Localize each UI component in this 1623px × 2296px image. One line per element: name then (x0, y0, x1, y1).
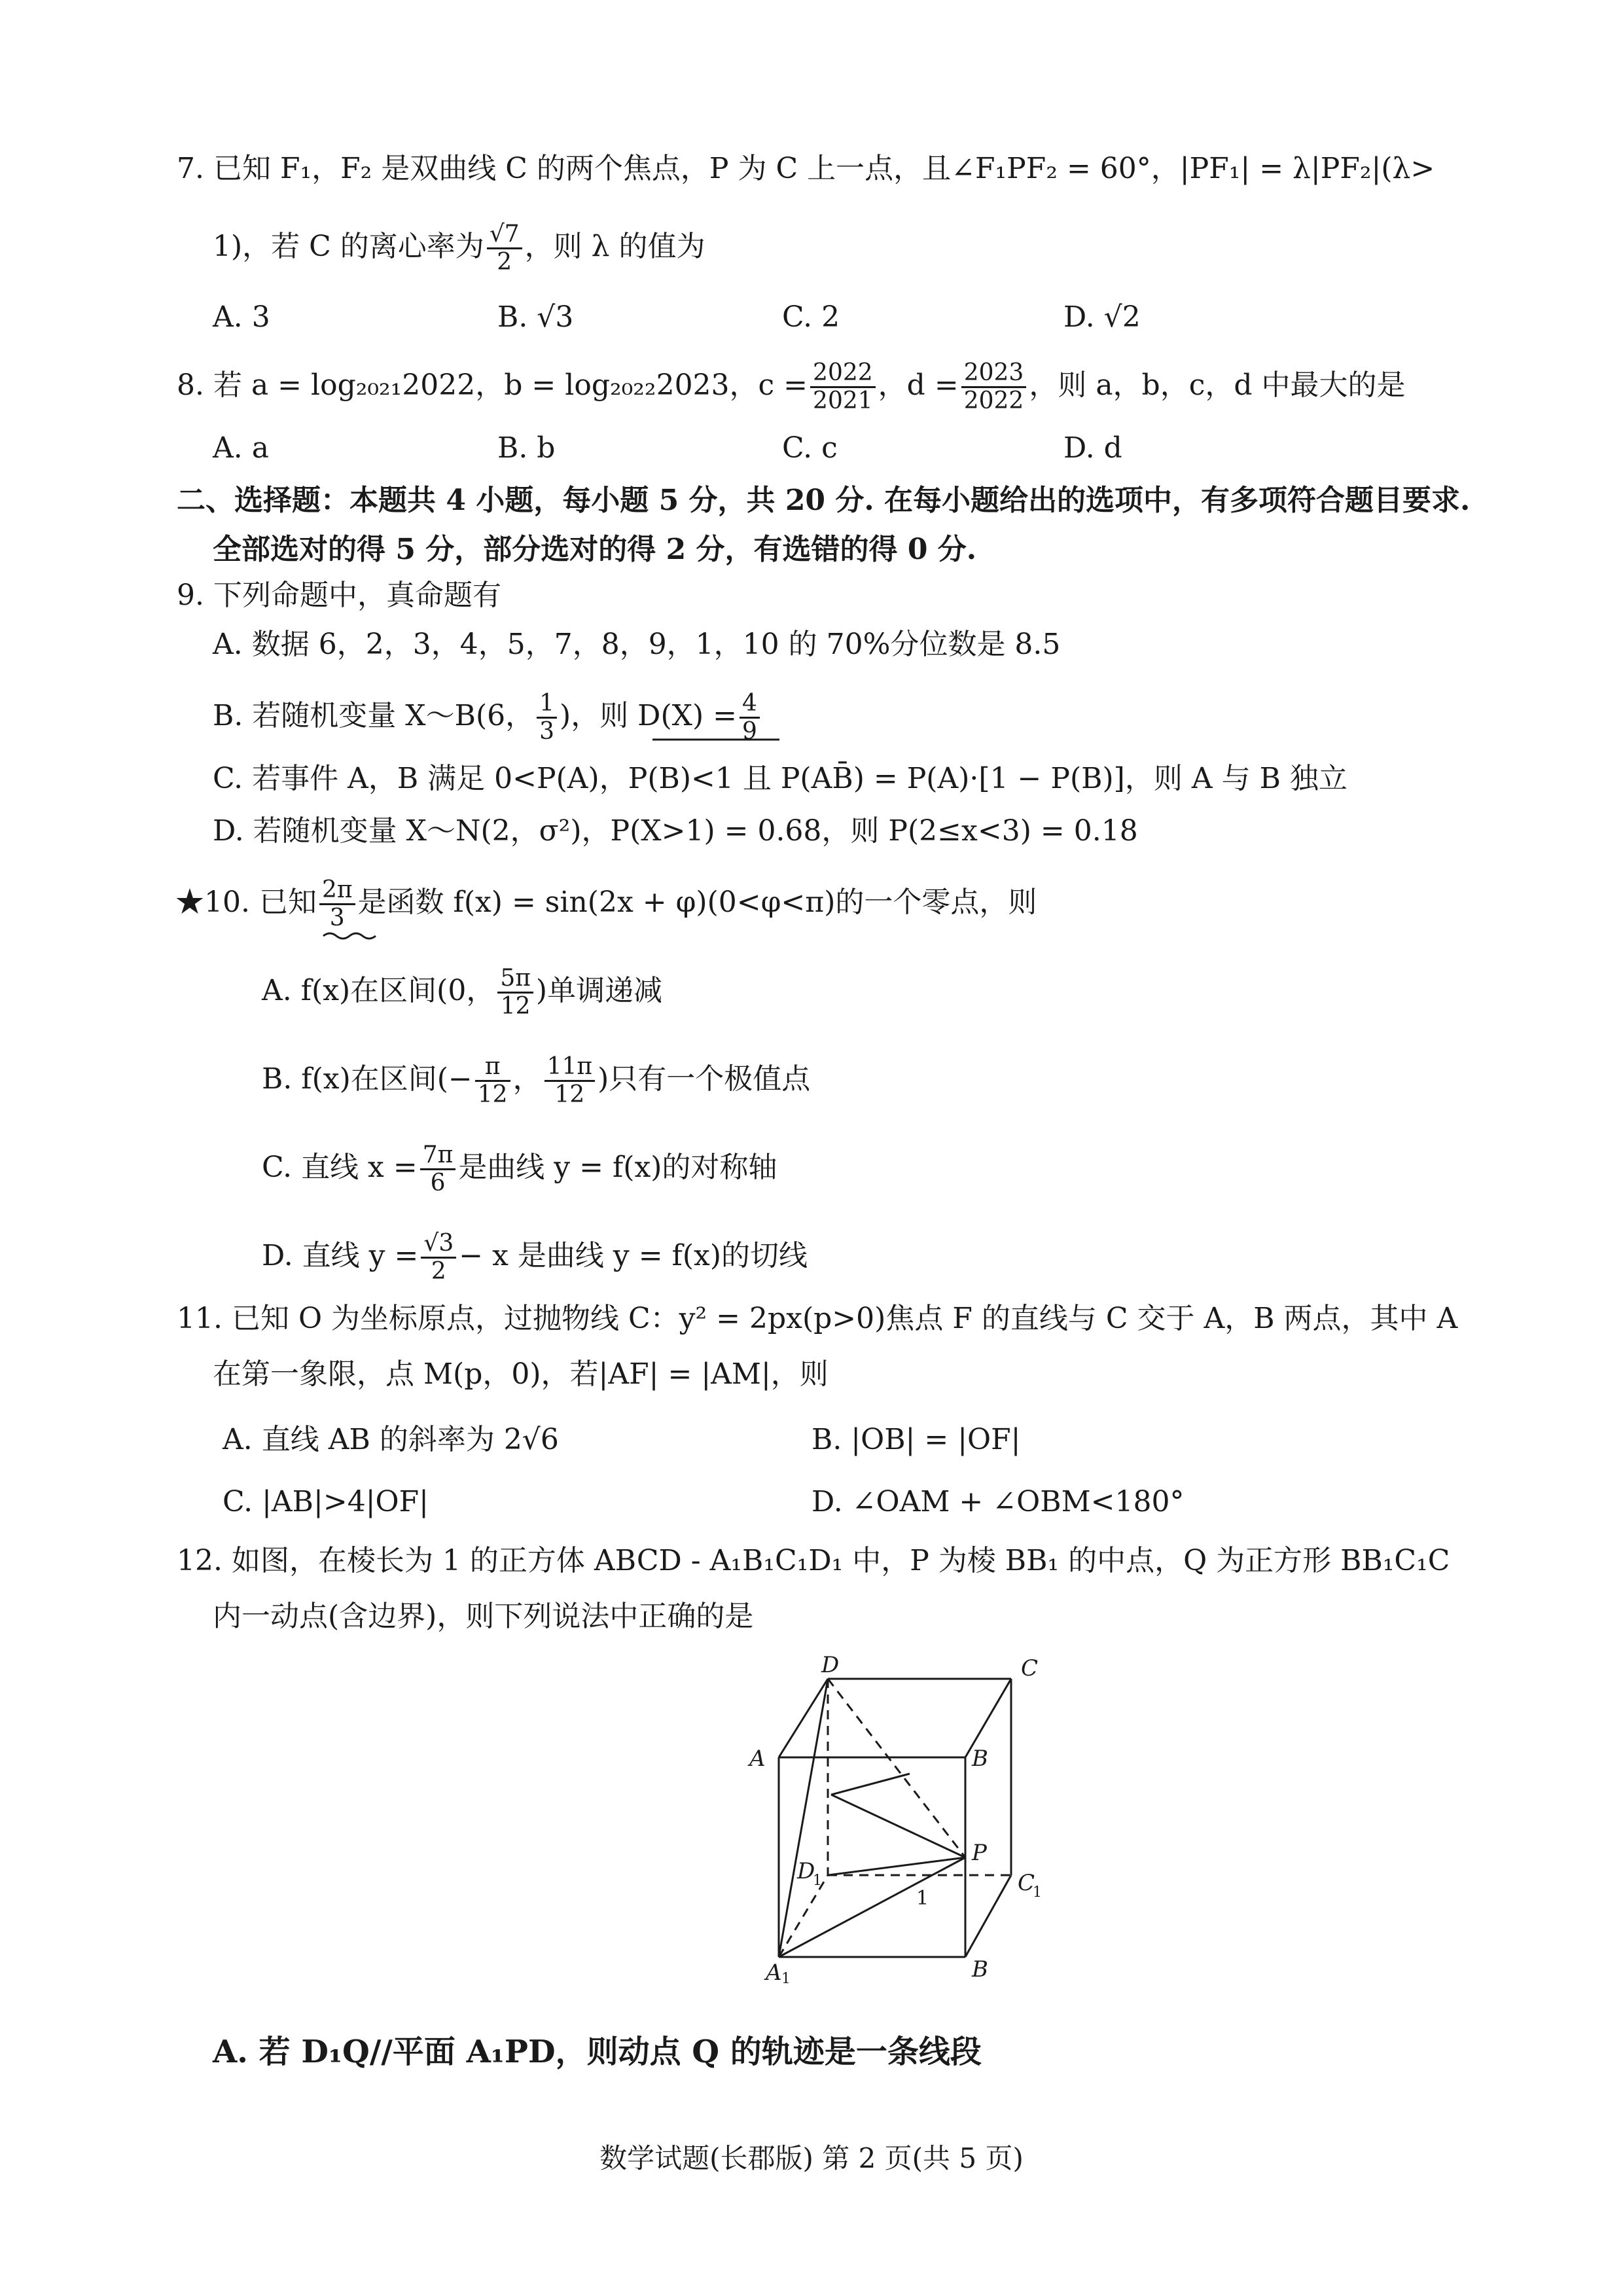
q11-stem-line2: 在第一象限，点 M(p，0)，若|AF| = |AM|，则 (213, 1357, 829, 1391)
cube-figure (740, 1649, 1106, 1983)
q10-c-den: 6 (430, 1170, 446, 1196)
q10-b-frac1 (475, 1054, 510, 1108)
q10-star-mark: ★ (175, 886, 204, 919)
q7-option-a: A. 3 (213, 300, 270, 334)
q12-stem-line2: 内一动点(含边界)，则下列说法中正确的是 (213, 1600, 754, 1633)
q9-stem: 9. 下列命题中，真命题有 (177, 579, 501, 612)
q8-stem-post: ，则 a，b，c，d 中最大的是 (1029, 368, 1406, 402)
q8-option-c: C. c (782, 431, 838, 465)
q8-d-num: 2023 (961, 360, 1027, 388)
q8-stem (177, 360, 1406, 414)
q10-a-num: 5π (497, 965, 533, 994)
label-length-one: 1 (916, 1887, 929, 1910)
q10-d-pre: D. 直线 y = (262, 1239, 419, 1272)
q8-c-fraction (810, 360, 876, 414)
q7-e-den: 2 (497, 249, 512, 276)
q8-c-num: 2022 (810, 360, 876, 388)
q9-option-c: C. 若事件 A，B 满足 0<P(A)，P(B)<1 且 P(AB̄) = P(A)·[1 − P(B)]，则 A 与 B 独立 (213, 762, 1347, 795)
q11-option-a: A. 直线 AB 的斜率为 2√6 (223, 1423, 559, 1456)
q9-b-num2: 4 (740, 691, 760, 719)
q10-b-den2: 12 (554, 1081, 585, 1108)
segment-d1-p (828, 1857, 965, 1875)
q7-option-d: D. √2 (1063, 300, 1141, 334)
q9-b-pre: B. 若随机变量 X～B(6， (213, 699, 535, 732)
q9-b-den1: 3 (539, 718, 555, 745)
q10-d-post: − x 是曲线 y = f(x)的切线 (459, 1239, 808, 1272)
label-a1: A (766, 1960, 782, 1983)
q11-stem-line1: 11. 已知 O 为坐标原点，过抛物线 C：y² = 2px(p>0)焦点 F 的直线与 C 交于 A，B 两点，其中 A (177, 1302, 1458, 1335)
label-b1: B (972, 1956, 988, 1982)
q9-b-num1: 1 (537, 691, 557, 719)
q10-z-num: 2π (319, 877, 355, 905)
segment-inner-p (831, 1795, 965, 1857)
q10-stem (175, 877, 1037, 931)
q8-option-d: D. d (1063, 431, 1122, 465)
q10-d-frac (421, 1230, 456, 1285)
segment-inner-top (831, 1774, 910, 1795)
q10-d-num: √3 (421, 1230, 456, 1259)
q10-option-a (262, 965, 662, 1020)
label-c1-sub: 1 (1033, 1884, 1042, 1901)
q7-stem-line2 (213, 221, 705, 276)
q10-c-frac (420, 1142, 456, 1196)
q8-option-b: B. b (497, 431, 556, 465)
q7-stem-post: ，则 λ 的值为 (524, 230, 705, 263)
q10-stem-pre: 10. 已知 (204, 886, 317, 919)
label-d: D (821, 1652, 840, 1678)
q10-a-den: 12 (500, 993, 531, 1020)
q7-option-b: B. √3 (497, 300, 574, 334)
label-c1: C (1018, 1870, 1035, 1896)
q9-b-mid: )，则 D(X) = (560, 699, 737, 732)
edge-b1-c1 (965, 1875, 1011, 1957)
label-a: A (749, 1746, 766, 1772)
q12-option-a: A. 若 D₁Q//平面 A₁PD，则动点 Q 的轨迹是一条线段 (213, 2034, 982, 2070)
q9-b-den2: 9 (741, 718, 757, 745)
q10-b-frac2 (544, 1054, 595, 1108)
q10-option-d (262, 1230, 808, 1285)
q8-mid: ，d = (878, 368, 959, 402)
q10-b-den1: 12 (477, 1081, 508, 1108)
q7-stem-pre: 1)，若 C 的离心率为 (213, 230, 484, 263)
q10-option-b (262, 1054, 810, 1108)
q8-d-fraction (961, 360, 1027, 414)
q9-b-frac1 (537, 691, 557, 745)
q10-c-num: 7π (420, 1142, 456, 1170)
q7-option-c: C. 2 (782, 300, 840, 334)
q10-stem-post: 是函数 f(x) = sin(2x + φ)(0<φ<π)的一个零点，则 (357, 886, 1037, 919)
q9-option-d: D. 若随机变量 X～N(2，σ²)，P(X>1) = 0.68，则 P(2≤x<3) = 0.18 (213, 814, 1138, 848)
q9-option-a: A. 数据 6，2，3，4，5，7，8，9，1，10 的 70%分位数是 8.5 (213, 628, 1061, 661)
q8-c-den: 2021 (813, 387, 873, 414)
label-b: B (972, 1746, 988, 1772)
q10-a-frac (497, 965, 533, 1020)
q10-b-post: )只有一个极值点 (597, 1062, 811, 1096)
segment-d-p (828, 1679, 965, 1857)
q8-option-a: A. a (213, 431, 269, 465)
q8-d-den: 2022 (963, 387, 1024, 414)
q11-option-c: C. |AB|>4|OF| (223, 1485, 429, 1518)
q8-stem-pre: 8. 若 a = log₂₀₂₁2022，b = log₂₀₂₂2023，c = (177, 368, 808, 402)
q10-c-post: 是曲线 y = f(x)的对称轴 (458, 1151, 777, 1184)
label-a1-sub: 1 (781, 1971, 791, 1983)
q10-c-pre: C. 直线 x = (262, 1151, 418, 1184)
label-d1: D (797, 1858, 815, 1884)
q10-d-den: 2 (431, 1258, 446, 1285)
q10-option-c (262, 1142, 777, 1196)
q10-a-pre: A. f(x)在区间(0， (262, 974, 495, 1007)
q11-option-b: B. |OB| = |OF| (812, 1423, 1021, 1456)
q10-b-pre: B. f(x)在区间(− (262, 1062, 473, 1096)
q11-option-d: D. ∠OAM + ∠OBM<180° (812, 1485, 1185, 1518)
q9-b-underline (651, 734, 782, 745)
page-footer: 数学试题(长郡版) 第 2 页(共 5 页) (599, 2142, 1024, 2174)
q10-wavy-underline (322, 929, 381, 942)
q7-eccentricity-fraction (487, 221, 522, 276)
label-c: C (1021, 1655, 1039, 1681)
q7-e-num: √7 (487, 221, 522, 249)
label-p: P (972, 1840, 987, 1866)
section2-title-line1: 二、选择题：本题共 4 小题，每小题 5 分，共 20 分. 在每小题给出的选项中，有多项符合题目要求. (177, 484, 1471, 517)
q10-a-post: )单调递减 (535, 974, 663, 1007)
q10-b-mid: ， (512, 1062, 542, 1096)
q10-z-den: 3 (329, 905, 345, 931)
q10-zero-fraction (319, 877, 355, 931)
q12-stem-line1: 12. 如图，在棱长为 1 的正方体 ABCD - A₁B₁C₁D₁ 中，P 为棱 BB₁ 的中点，Q 为正方形 BB₁C₁C (177, 1544, 1450, 1577)
q10-b-num1: π (475, 1054, 510, 1082)
section2-title-line2: 全部选对的得 5 分，部分选对的得 2 分，有选错的得 0 分. (213, 533, 977, 566)
q10-b-num2: 11π (544, 1054, 595, 1082)
q7-stem-line1: 7. 已知 F₁，F₂ 是双曲线 C 的两个焦点，P 为 C 上一点，且∠F₁PF₂ = 60°，|PF₁| = λ|PF₂|(λ> (177, 152, 1435, 185)
label-d1-sub: 1 (813, 1873, 822, 1889)
